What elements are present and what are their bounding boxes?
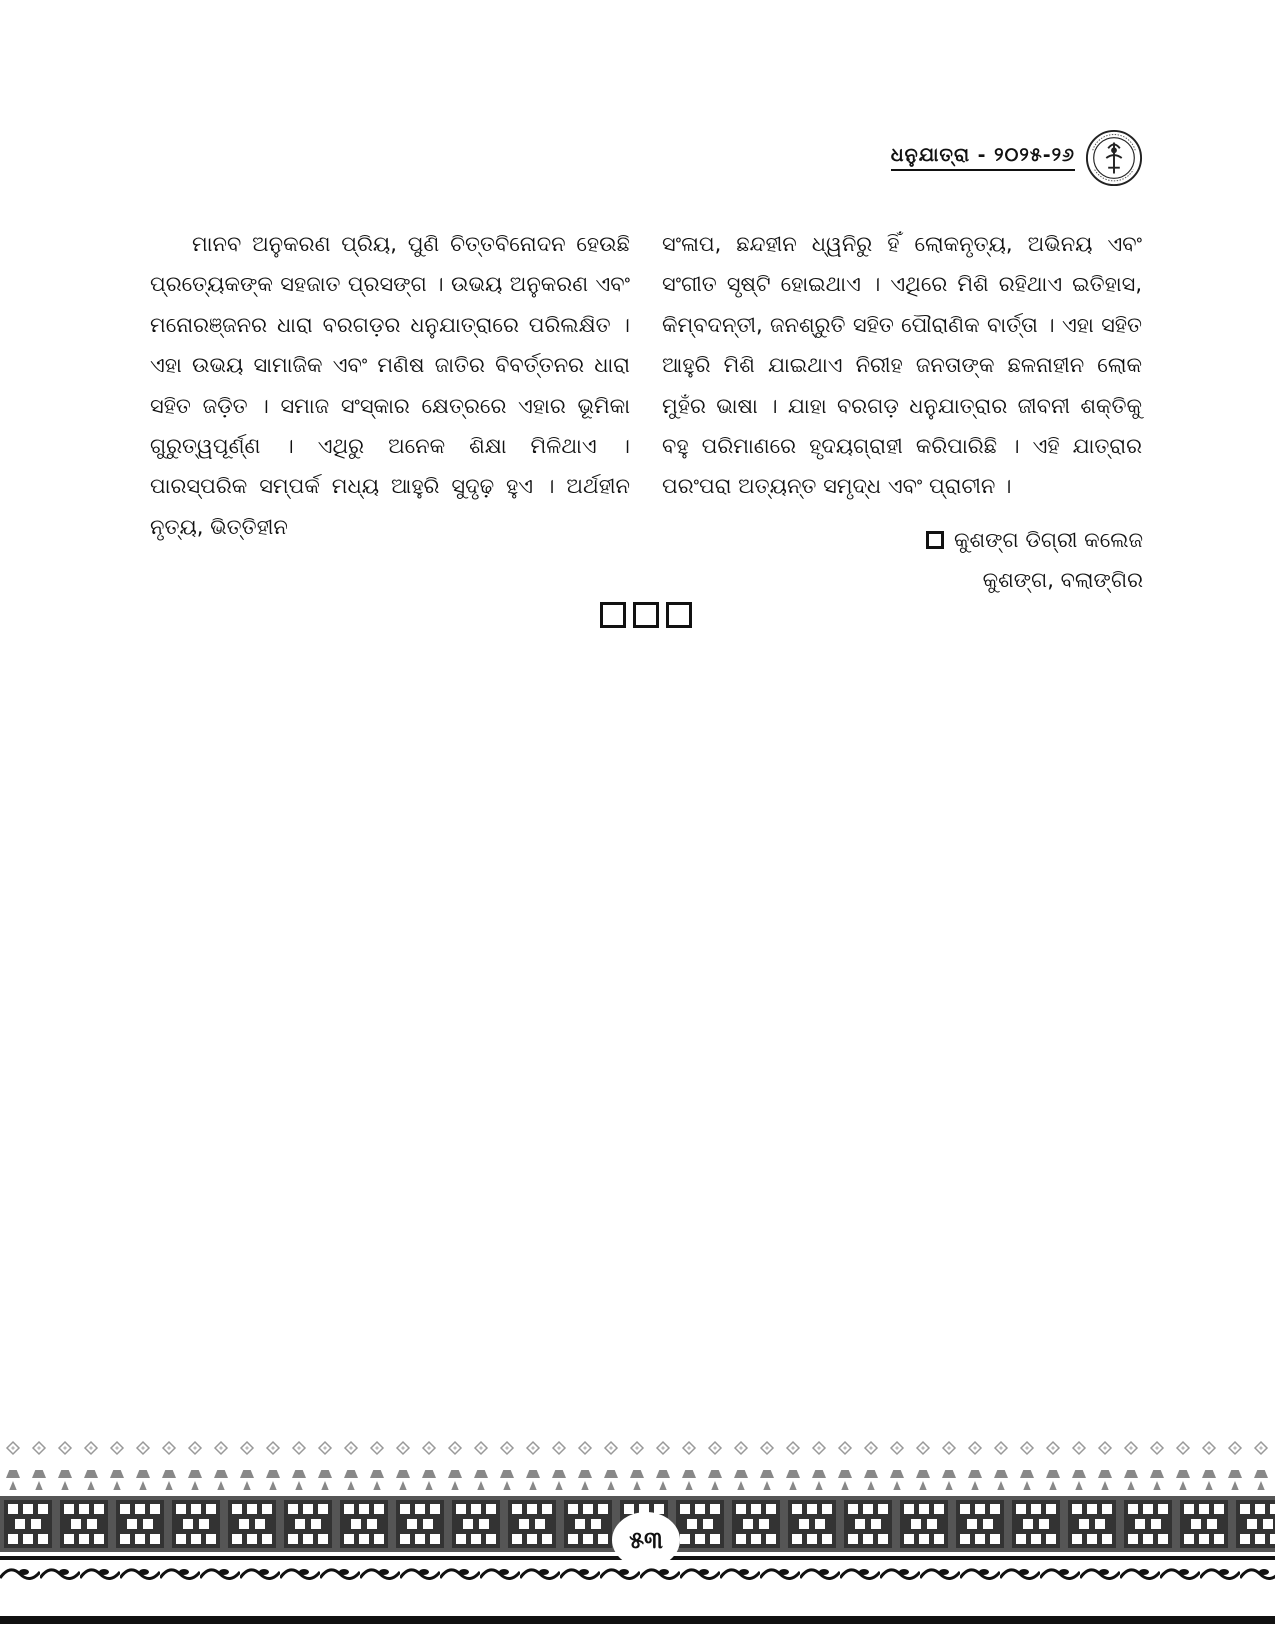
- square-mark-icon: [600, 602, 626, 628]
- square-mark-icon: [666, 602, 692, 628]
- affiliation-place: କୁଶଙ୍ଗ, ବଲାଙ୍ଗିର: [982, 568, 1143, 592]
- article-paragraph: ମାନବ ଅନୁକରଣ ପ୍ରିୟ, ପୁଣି ଚିତ୍ତବିନୋଦନ ହେଉଛି ପ୍ରତ୍ୟେକଙ୍କ ସହଜାତ ପ୍ରସଙ୍ଗ । ଉଭୟ ଅନୁକରଣ ଏବଂ ମନୋରଞ୍ଜନର ଧାରା ବରଗଡ଼ର ଧନୁଯାତ୍ରାରେ ପରିଲକ୍ଷିତ । ଏହା ଉଭୟ ସାମାଜିକ ଏବଂ ମଣିଷ ଜାତିର ବିବର୍ତ୍ତନର ଧାରା ସହିତ ଜଡ଼ିତ । ସମାଜ ସଂସ୍କାର କ୍ଷେତ୍ରରେ ଏହାର ଭୂମିକା ଗୁରୁତ୍ୱପୂର୍ଣ୍ଣ । ଏଥିରୁ ଅନେକ ଶିକ୍ଷା ମିଳିଥାଏ । ପାରସ୍ପରିକ ସମ୍ପର୍କ ମଧ୍ୟ ଆହୁରି ସୁଦୃଢ଼ ହୁଏ । ଅର୍ଥହୀନ ନୃତ୍ୟ, ଭିତ୍ତିହୀନ: [150, 232, 630, 539]
- article-column-right: [662, 224, 1142, 507]
- square-mark-icon: [633, 602, 659, 628]
- running-header: [891, 128, 1143, 188]
- journal-title: ଧନୁଯାତ୍ରା - ୨୦୨୫-୨୬: [891, 146, 1075, 171]
- end-of-article-marks: [600, 602, 692, 628]
- article-column-left: [150, 224, 630, 547]
- journal-seal-icon: [1085, 129, 1143, 187]
- square-bullet-icon: [926, 531, 944, 549]
- article-paragraph: ସଂଳାପ, ଛନ୍ଦହୀନ ଧ୍ୱନିରୁ ହିଁ ଲୋକନୃତ୍ୟ, ଅଭିନୟ ଏବଂ ସଂଗୀତ ସୃଷ୍ଟି ହୋଇଥାଏ । ଏଥିରେ ମିଶି ରହିଥାଏ ଇତିହାସ, କିମ୍ବଦନ୍ତୀ, ଜନଶ୍ରୁତି ସହିତ ପୌରାଣିକ ବାର୍ତ୍ତା । ଏହା ସହିତ ଆହୁରି ମିଶି ଯାଇଥାଏ ନିରୀହ ଜନତାଙ୍କ ଛଳନାହୀନ ଲୋକ ମୁହଁର ଭାଷା । ଯାହା ବରଗଡ଼ ଧନୁଯାତ୍ରାର ଜୀବନୀ ଶକ୍ତିକୁ ବହୁ ପରିମାଣରେ ହୃଦୟଗ୍ରାହୀ କରିପାରିଛି । ଏହି ଯାତ୍ରାର ପରଂପରା ଅତ୍ୟନ୍ତ ସମୃଦ୍ଧ ଏବଂ ପ୍ରାଚୀନ ।: [662, 232, 1142, 499]
- page-number: ୫୩: [629, 1526, 663, 1554]
- author-affiliation: [926, 520, 1143, 600]
- affiliation-college: କୁଶଙ୍ଗ ଡିଗ୍ରୀ କଲେଜ: [953, 528, 1143, 552]
